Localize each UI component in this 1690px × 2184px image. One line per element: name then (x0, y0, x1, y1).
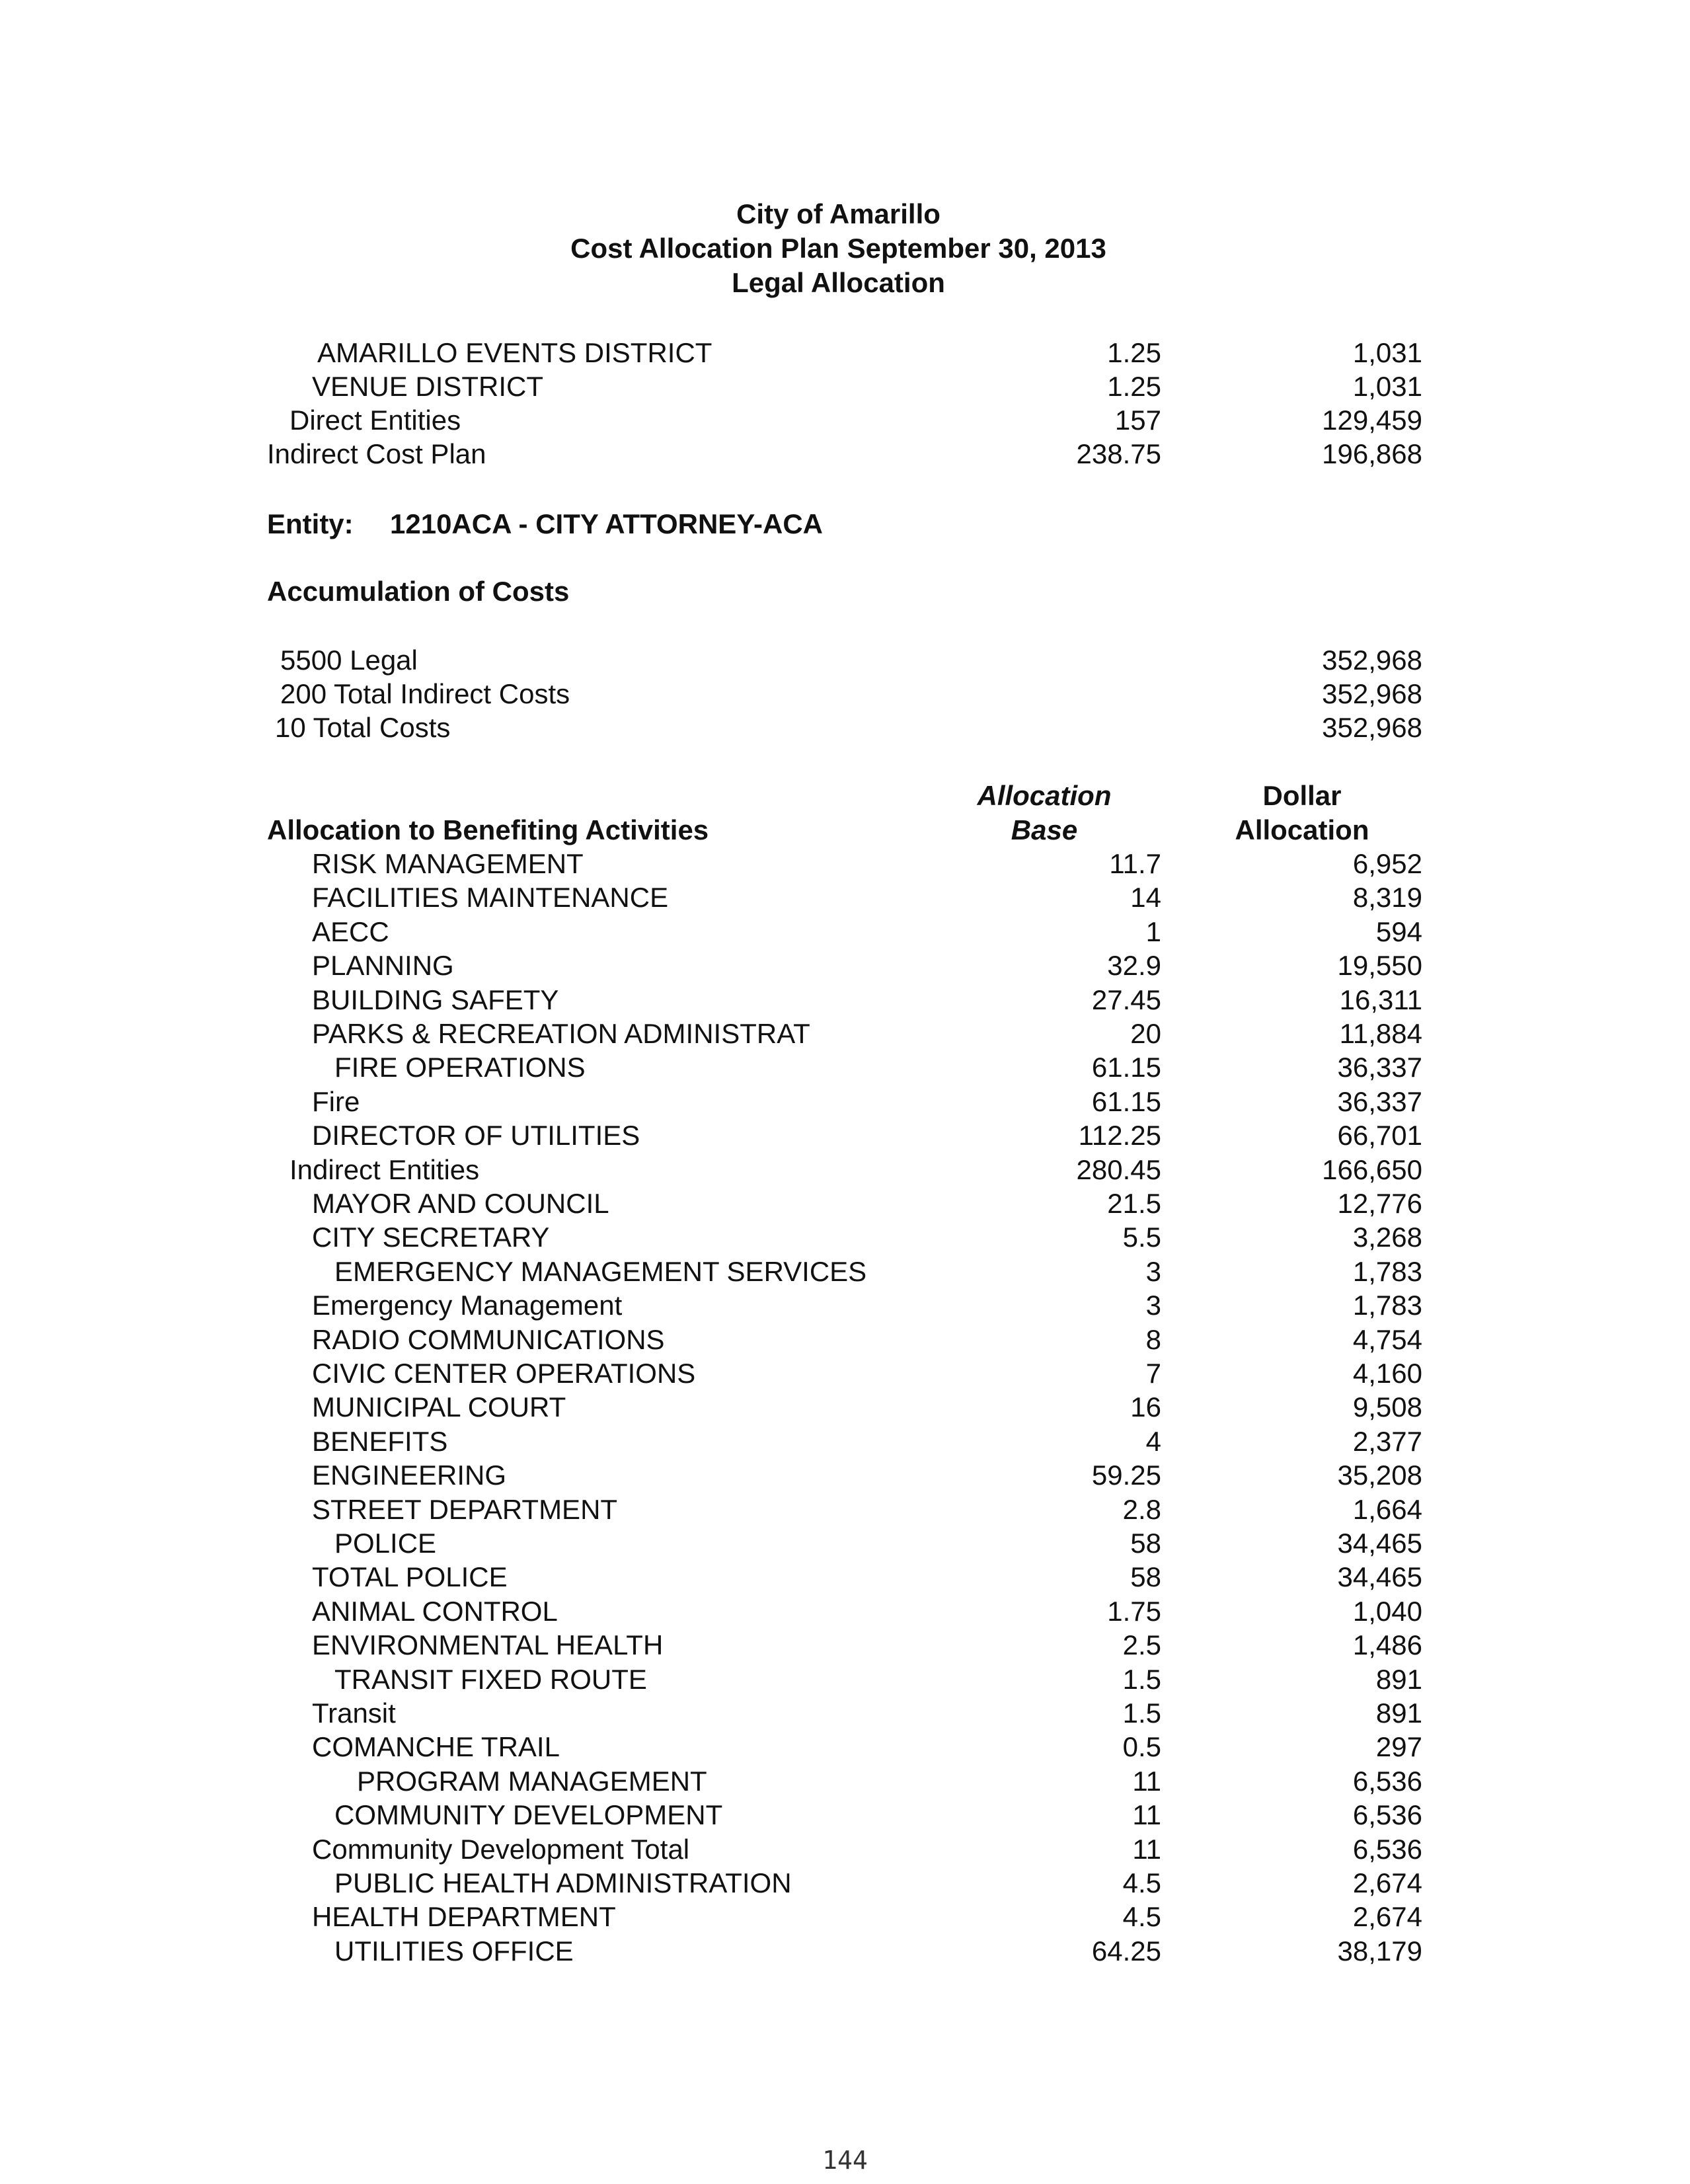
row-base: 14 (1130, 882, 1161, 913)
row-label: BENEFITS (312, 1426, 448, 1457)
row-label: COMANCHE TRAIL (312, 1731, 560, 1762)
allocation-row (0, 1900, 1690, 1934)
header-line: Allocation (977, 780, 1112, 811)
plan-title: Cost Allocation Plan September 30, 2013 (570, 233, 1106, 264)
allocation-row (0, 1050, 1690, 1085)
header-line: Allocation (1235, 814, 1369, 845)
row-label: CITY SECRETARY (312, 1222, 550, 1253)
row-base: 157 (1114, 405, 1161, 436)
row-label: EMERGENCY MANAGEMENT SERVICES (334, 1256, 867, 1287)
row-label: BUILDING SAFETY (312, 984, 559, 1015)
allocation-row (0, 1220, 1690, 1255)
row-base: 112.25 (1078, 1120, 1161, 1151)
row-amount: 4,754 (1352, 1324, 1422, 1355)
row-label: PLANNING (312, 950, 454, 981)
allocation-row (0, 1798, 1690, 1832)
row-label: 5500 Legal (280, 644, 418, 676)
row-label: TOTAL POLICE (312, 1561, 508, 1592)
row-label: PUBLIC HEALTH ADMINISTRATION (334, 1867, 792, 1898)
allocation-row (0, 1153, 1690, 1187)
row-base: 58 (1130, 1528, 1161, 1559)
row-label: Indirect Cost Plan (267, 438, 486, 469)
row-base: 1.25 (1107, 337, 1161, 368)
row-label: ENGINEERING (312, 1460, 507, 1491)
row-amount: 6,536 (1352, 1799, 1422, 1830)
row-label: CIVIC CENTER OPERATIONS (312, 1358, 696, 1389)
allocation-row (0, 1458, 1690, 1493)
row-amount: 16,311 (1339, 984, 1422, 1015)
row-amount: 3,268 (1352, 1222, 1422, 1253)
row-base: 11 (1132, 1766, 1161, 1797)
row-amount: 1,031 (1352, 371, 1422, 402)
allocation-row (0, 1696, 1690, 1731)
row-amount: 1,783 (1352, 1256, 1422, 1287)
row-amount: 2,674 (1352, 1867, 1422, 1898)
row-label: ENVIRONMENTAL HEALTH (312, 1629, 664, 1660)
row-base: 61.15 (1091, 1052, 1161, 1083)
row-amount: 1,783 (1352, 1290, 1422, 1321)
allocation-row (0, 1255, 1690, 1289)
row-base: 0.5 (1122, 1731, 1161, 1762)
accumulation-section-title (0, 574, 1690, 609)
row-amount: 352,968 (1322, 644, 1422, 676)
row-label: RADIO COMMUNICATIONS (312, 1324, 665, 1355)
row-amount: 11,884 (1339, 1018, 1422, 1049)
row-label: DIRECTOR OF UTILITIES (312, 1120, 640, 1151)
row-amount: 1,040 (1352, 1596, 1422, 1627)
allocation-row (0, 983, 1690, 1017)
row-amount: 36,337 (1337, 1052, 1422, 1083)
row-label: 10 Total Costs (275, 712, 451, 743)
cost-row (0, 677, 1690, 711)
allocation-row (0, 1323, 1690, 1357)
row-base: 32.9 (1107, 950, 1161, 981)
allocation-title: Legal Allocation (732, 267, 945, 298)
row-label: UTILITIES OFFICE (334, 1935, 574, 1967)
row-base: 7 (1145, 1358, 1161, 1389)
row-base: 20 (1130, 1018, 1161, 1049)
allocation-row (0, 1560, 1690, 1594)
row-base: 2.8 (1122, 1494, 1161, 1525)
row-amount: 66,701 (1337, 1120, 1422, 1151)
row-label: COMMUNITY DEVELOPMENT (334, 1799, 723, 1830)
row-amount: 2,674 (1352, 1901, 1422, 1932)
row-amount: 4,160 (1352, 1358, 1422, 1389)
row-amount: 8,319 (1352, 882, 1422, 913)
cost-row (0, 711, 1690, 745)
row-label: PROGRAM MANAGEMENT (357, 1766, 707, 1797)
section-title: Accumulation of Costs (267, 576, 570, 607)
allocation-row (0, 847, 1690, 881)
allocation-row (0, 880, 1690, 915)
row-base: 1.5 (1122, 1664, 1161, 1695)
row-base: 1 (1145, 916, 1161, 947)
allocation-row (0, 1526, 1690, 1561)
row-amount: 2,377 (1352, 1426, 1422, 1457)
row-amount: 166,650 (1322, 1154, 1422, 1185)
row-label: Emergency Management (312, 1290, 623, 1321)
row-base: 1.75 (1107, 1596, 1161, 1627)
row-amount: 6,536 (1352, 1766, 1422, 1797)
row-amount: 129,459 (1322, 405, 1422, 436)
row-label: Indirect Entities (289, 1154, 480, 1185)
allocation-row (0, 1764, 1690, 1799)
row-label: Fire (312, 1086, 360, 1117)
row-amount: 594 (1375, 916, 1422, 947)
row-amount: 297 (1375, 1731, 1422, 1762)
page-number: 144 (822, 2146, 868, 2175)
row-label: ANIMAL CONTROL (312, 1596, 558, 1627)
row-base: 59.25 (1091, 1460, 1161, 1491)
row-label: TRANSIT FIXED ROUTE (334, 1664, 647, 1695)
row-base: 1.5 (1122, 1697, 1161, 1729)
row-base: 61.15 (1091, 1086, 1161, 1117)
row-label: Community Development Total (312, 1834, 690, 1865)
allocation-section-title (0, 813, 1690, 847)
row-base: 4.5 (1122, 1867, 1161, 1898)
header-line: Dollar (1262, 780, 1342, 811)
report-header (0, 197, 1690, 300)
row-amount: 1,486 (1352, 1629, 1422, 1660)
row-amount: 12,776 (1337, 1188, 1422, 1219)
row-amount: 352,968 (1322, 712, 1422, 743)
row-base: 3 (1145, 1256, 1161, 1287)
entity-label: Entity: (267, 508, 354, 539)
allocation-row (0, 1356, 1690, 1391)
row-base: 27.45 (1091, 984, 1161, 1015)
city-title: City of Amarillo (736, 198, 941, 229)
row-label: MAYOR AND COUNCIL (312, 1188, 609, 1219)
section-title: Allocation to Benefiting Activities (267, 814, 709, 845)
row-base: 16 (1130, 1391, 1161, 1423)
row-base: 1.25 (1107, 371, 1161, 402)
allocation-row (0, 1866, 1690, 1900)
row-amount: 196,868 (1322, 438, 1422, 469)
row-base: 8 (1145, 1324, 1161, 1355)
row-label: 200 Total Indirect Costs (280, 678, 570, 709)
allocation-row (0, 1628, 1690, 1662)
summary-row (0, 336, 1690, 370)
summary-row (0, 370, 1690, 404)
row-label: FACILITIES MAINTENANCE (312, 882, 669, 913)
row-label: AECC (312, 916, 389, 947)
row-amount: 34,465 (1337, 1561, 1422, 1592)
row-base: 4.5 (1122, 1901, 1161, 1932)
row-amount: 9,508 (1352, 1391, 1422, 1423)
row-base: 11.7 (1109, 848, 1161, 879)
row-label: STREET DEPARTMENT (312, 1494, 618, 1525)
row-amount: 35,208 (1337, 1460, 1422, 1491)
row-label: MUNICIPAL COURT (312, 1391, 566, 1423)
row-amount: 6,536 (1352, 1834, 1422, 1865)
row-amount: 1,031 (1352, 337, 1422, 368)
row-label: FIRE OPERATIONS (334, 1052, 586, 1083)
allocation-row (0, 949, 1690, 983)
row-base: 4 (1145, 1426, 1161, 1457)
allocation-row (0, 1730, 1690, 1764)
row-amount: 1,664 (1352, 1494, 1422, 1525)
entity-code: 1210ACA - CITY ATTORNEY-ACA (390, 508, 823, 539)
row-base: 58 (1130, 1561, 1161, 1592)
row-label: AMARILLO EVENTS DISTRICT (317, 337, 712, 368)
row-base: 5.5 (1122, 1222, 1161, 1253)
row-amount: 6,952 (1352, 848, 1422, 879)
allocation-row (0, 1085, 1690, 1119)
allocation-row (0, 1934, 1690, 1969)
cost-row (0, 643, 1690, 678)
allocation-row (0, 1288, 1690, 1323)
allocation-row (0, 1390, 1690, 1424)
row-base: 280.45 (1076, 1154, 1161, 1185)
row-base: 21.5 (1107, 1188, 1161, 1219)
row-base: 64.25 (1091, 1935, 1161, 1967)
row-base: 11 (1132, 1834, 1161, 1865)
allocation-row (0, 1493, 1690, 1527)
row-label: HEALTH DEPARTMENT (312, 1901, 616, 1932)
row-amount: 19,550 (1337, 950, 1422, 981)
entity-line (0, 507, 1690, 541)
row-amount: 352,968 (1322, 678, 1422, 709)
row-amount: 34,465 (1337, 1528, 1422, 1559)
row-label: Transit (312, 1697, 396, 1729)
row-base: 2.5 (1122, 1629, 1161, 1660)
allocation-row (0, 915, 1690, 949)
row-label: Direct Entities (289, 405, 461, 436)
allocation-row (0, 1187, 1690, 1221)
row-label: PARKS & RECREATION ADMINISTRAT (312, 1018, 810, 1049)
row-base: 11 (1132, 1799, 1161, 1830)
row-amount: 891 (1375, 1697, 1422, 1729)
row-base: 238.75 (1076, 438, 1161, 469)
row-amount: 36,337 (1337, 1086, 1422, 1117)
header-line: Base (1011, 814, 1078, 845)
allocation-row (0, 1424, 1690, 1459)
row-amount: 38,179 (1337, 1935, 1422, 1967)
summary-row (0, 403, 1690, 438)
summary-row (0, 437, 1690, 471)
allocation-row (0, 1662, 1690, 1697)
allocation-row (0, 1832, 1690, 1867)
row-base: 3 (1145, 1290, 1161, 1321)
row-amount: 891 (1375, 1664, 1422, 1695)
row-label: POLICE (334, 1528, 437, 1559)
row-label: RISK MANAGEMENT (312, 848, 584, 879)
row-label: VENUE DISTRICT (312, 371, 544, 402)
allocation-row (0, 1017, 1690, 1051)
allocation-row (0, 1118, 1690, 1153)
allocation-row (0, 1594, 1690, 1629)
